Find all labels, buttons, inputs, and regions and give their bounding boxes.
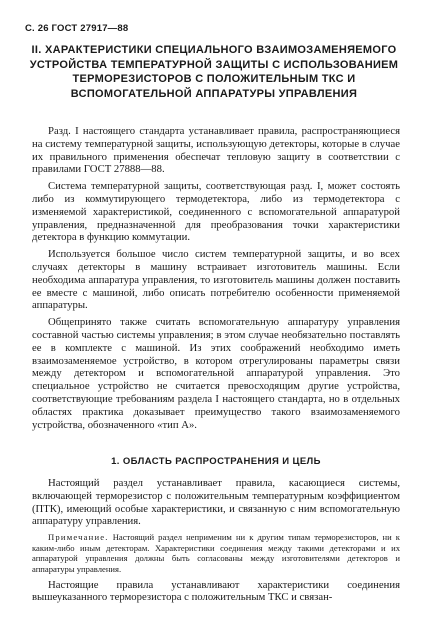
intro-paragraph: Общепринято также считать вспомогательную аппаратуру управления составной частью системы управления; в этом случае необязательно поставлять ее в комплекте с машиной. Из этих соображений необходимо иметь взаимозаменяемое устройство, в котором отрегулированы параметры связи между детектором и вспомогательной аппаратурой управления. Это специальное устройство не считается превосходящим другие устройства, соответствующие требованиям раздела I настоящего стандарта, но в отдельных областях практика доказывает преимущество такого взаимозаменяемого устройства, обозначенного «тип А». — [32, 316, 400, 431]
subsection-title: 1. ОБЛАСТЬ РАСПРОСТРАНЕНИЯ И ЦЕЛЬ — [111, 456, 321, 467]
note — [32, 532, 400, 574]
intro-paragraph: Разд. I настоящего стандарта устанавливает правила, распространяющиеся на систему температурной защиты, использующую детекторы, которые в случае их правильного применения обеспечат тепловую защиту в соответствии с правилами ГОСТ 27888—88. — [32, 125, 400, 176]
intro-text-block — [32, 125, 400, 435]
scope-text-block — [32, 477, 400, 608]
last-paragraph: Настоящие правила устанавливают характеристики соединения вышеуказанного терморезистора с положительным ТКС и связан- — [32, 578, 400, 604]
section-title: II. ХАРАКТЕРИСТИКИ СПЕЦИАЛЬНОГО ВЗАИМОЗАМЕНЯЕМОГО УСТРОЙСТВА ТЕМПЕРАТУРНОЙ ЗАЩИТЫ С ИСПОЛЬЗОВАНИЕМ ТЕРМОРЕЗИСТОРОВ С ПОЛОЖИТЕЛЬНЫМ ТКС И ВСПОМОГАТЕЛЬНОЙ АППАРАТУРЫ УПРАВЛЕНИЯ — [29, 44, 399, 100]
intro-paragraph: Система температурной защиты, соответствующая разд. I, может состоять либо из коммутирующего термодетектора, либо из термодетектора с изменяемой характеристикой, соединенного с вспомогательной аппаратурой управления, предназначенной для преобразования точки характеристики детектора в функцию коммутации. — [32, 180, 400, 244]
page-header: С. 26 ГОСТ 27917—88 — [25, 23, 129, 34]
scope-paragraph: Настоящий раздел устанавливает правила, касающиеся системы, включающей терморезистор с положительным температурным коэффициентом (ПТК), имеющий особые характеристики, и связанную с ним вспомогательную аппаратуру управления. — [32, 477, 400, 528]
note-text: Настоящий раздел неприменим ни к другим типам терморезисторов, ни к каким-либо иным детекторам. Характеристики соединения между такими детекторами и их аппаратурой управления должны быть согласованы между изготовителями детекторов и аппаратуры управления. — [32, 532, 400, 574]
intro-paragraph: Используется большое число систем температурной защиты, и во всех случаях детекторы в машину встраивает изготовитель машины. Если необходима аппаратура управления, то изготовитель машины должен поставить ее вместе с машиной, либо описать потребителю особенности применяемой аппаратуры. — [32, 248, 400, 312]
note-label: Примечание. — [48, 532, 109, 543]
